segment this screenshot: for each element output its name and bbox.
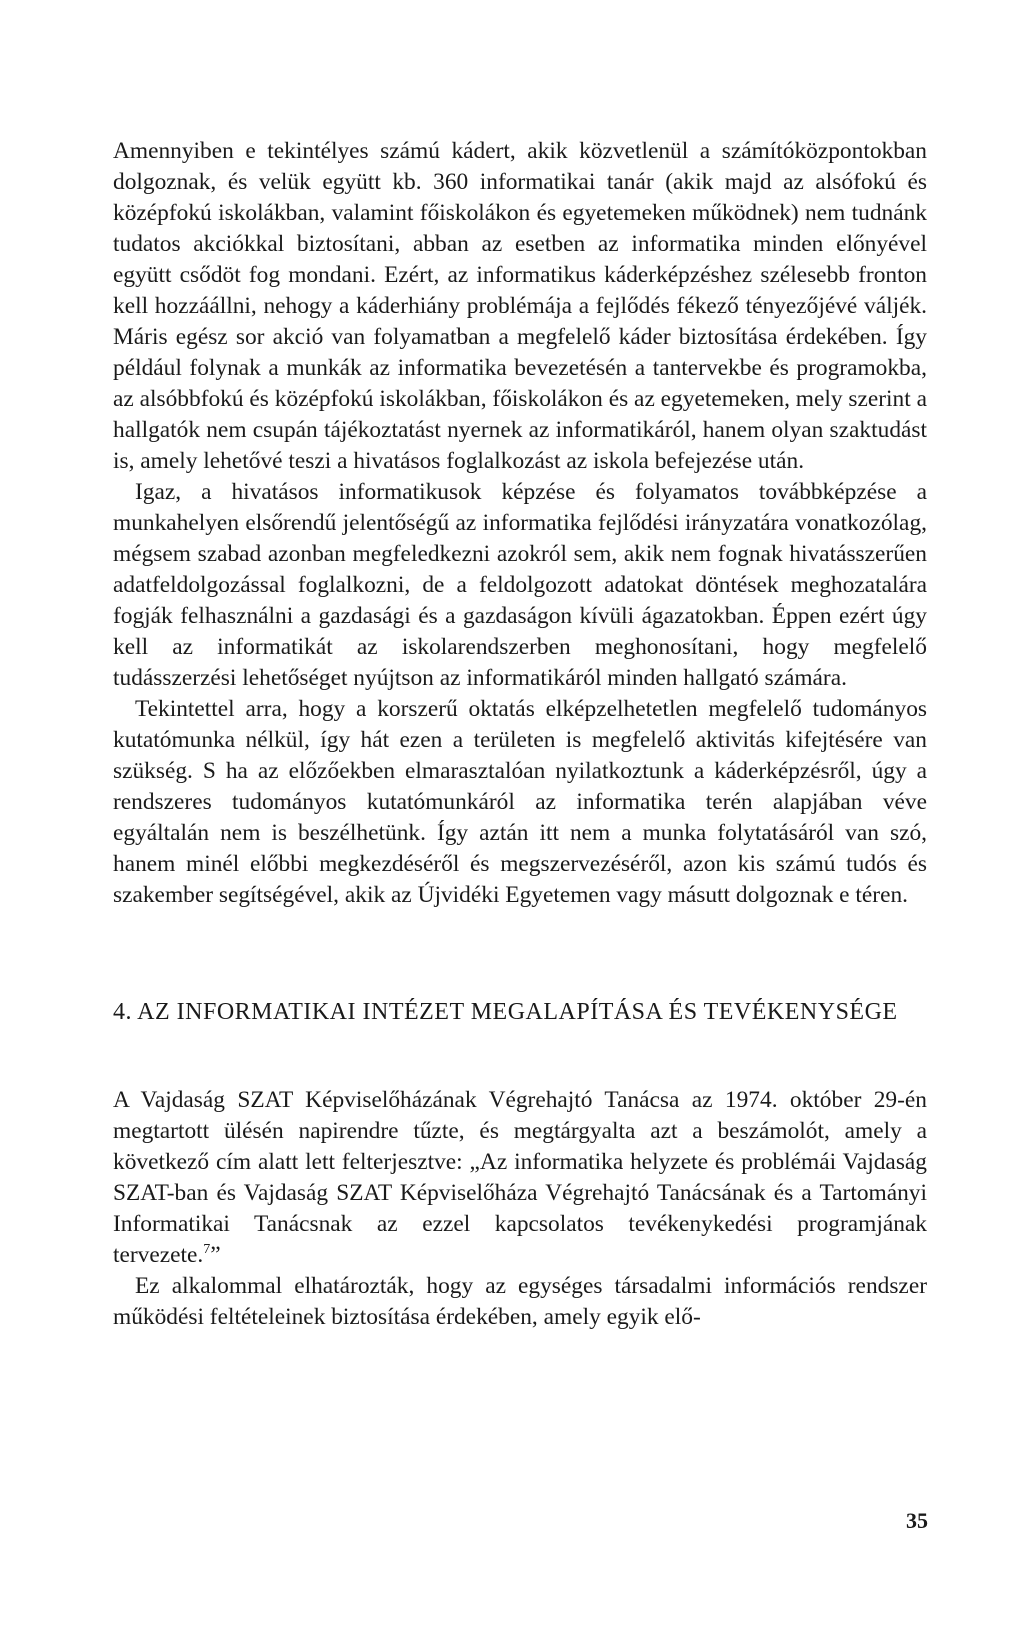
section-heading: 4. AZ INFORMATIKAI INTÉZET MEGALAPÍTÁSA ÉS TEVÉKENYSÉGE — [113, 999, 898, 1025]
paragraph-executive-council — [113, 1085, 927, 1271]
paragraph-decision: Ez alkalommal elhatározták, hogy az egységes társadalmi információs rendszer működési feltételeinek biztosítása érdekében, amely egyik elő- — [113, 1273, 927, 1330]
closing-quote: ” — [210, 1242, 221, 1268]
paragraph-executive-council-text: A Vajdaság SZAT Képviselőházának Végrehajtó Tanácsa az 1974. október 29-én megtartott ülésén napirendre tűzte, és megtárgyalta azt a beszámolót, amely a következő cím alatt lett felterjesztve: „Az informatika helyzete és problémái Vajdaság SZAT-ban és Vajdaság SZAT Képviselőháza Végrehajtó Tanácsának és a Tartományi Informatikai Tanácsnak az ezzel kapcsolatos tevékenykedési programjának tervezete. — [113, 1087, 927, 1268]
paragraph-professional-training: Igaz, a hivatásos informatikusok képzése és folyamatos továbbképzése a munkahelyen elsőrendű jelentőségű az informatika fejlődési irányzatára vonatkozólag, mégsem szabad azonban megfeledkezni azokról sem, akik nem fognak hivatásszerűen adatfeldolgozással foglalkozni, de a feldolgozott adatokat döntések meghozatalára fogják felhasználni a gazdasági és a gazdaságon kívüli ágazatokban. Éppen ezért úgy kell az informatikát az iskolarendszerben meghonosítani, hogy megfelelő tudásszerzési lehetőséget nyújtson az informatikáról minden hallgató számára. — [113, 479, 927, 691]
paragraph-cadre-training: Amennyiben e tekintélyes számú kádert, akik közvetlenül a számítóközpontokban dolgoznak, és velük együtt kb. 360 informatikai tanár (akik majd az alsófokú és középfokú iskolákban, valamint főiskolákon és egyetemeken működnek) nem tudnánk tudatos akciókkal biztosítani, abban az esetben az informatika minden előnyével együtt csődöt fog mondani. Ezért, az informatikus káderképzéshez szélesebb fronton kell hozzáállni, nehogy a káderhiány problémája a fejlődés fékező tényezőjévé váljék. Máris egész sor akció van folyamatban a megfelelő káder biztosítása érdekében. Így például folynak a munkák az informatika bevezetésén a tantervekbe és programokba, az alsóbbfokú és középfokú iskolákban, főiskolákon és az egyetemeken, mely szerint a hallgatók nem csupán tájékoztatást nyernek az informatikáról, hanem olyan szaktudást is, amely lehetővé teszi a hivatásos foglalkozást az iskola befejezése után. — [113, 138, 927, 474]
document-page — [113, 136, 927, 1333]
page-number: 35 — [906, 1508, 928, 1533]
paragraph-research: Tekintettel arra, hogy a korszerű oktatás elképzelhetetlen megfelelő tudományos kutatómunka nélkül, így hát ezen a területen is megfelelő aktivitás kifejtésére van szükség. S ha az előzőekben elmarasztalóan nyilatkoztunk a káderképzésről, úgy a rendszeres tudományos kutatómunkáról az informatika terén alapjában véve egyáltalán nem is beszélhetünk. Így aztán itt nem a munka folytatásáról van szó, hanem minél előbbi megkezdéséről és megszervezéséről, azon kis számú tudós és szakember segítségével, akik az Újvidéki Egyetemen vagy másutt dolgoznak e téren. — [113, 696, 927, 908]
footnote-marker: 7 — [203, 1241, 211, 1258]
